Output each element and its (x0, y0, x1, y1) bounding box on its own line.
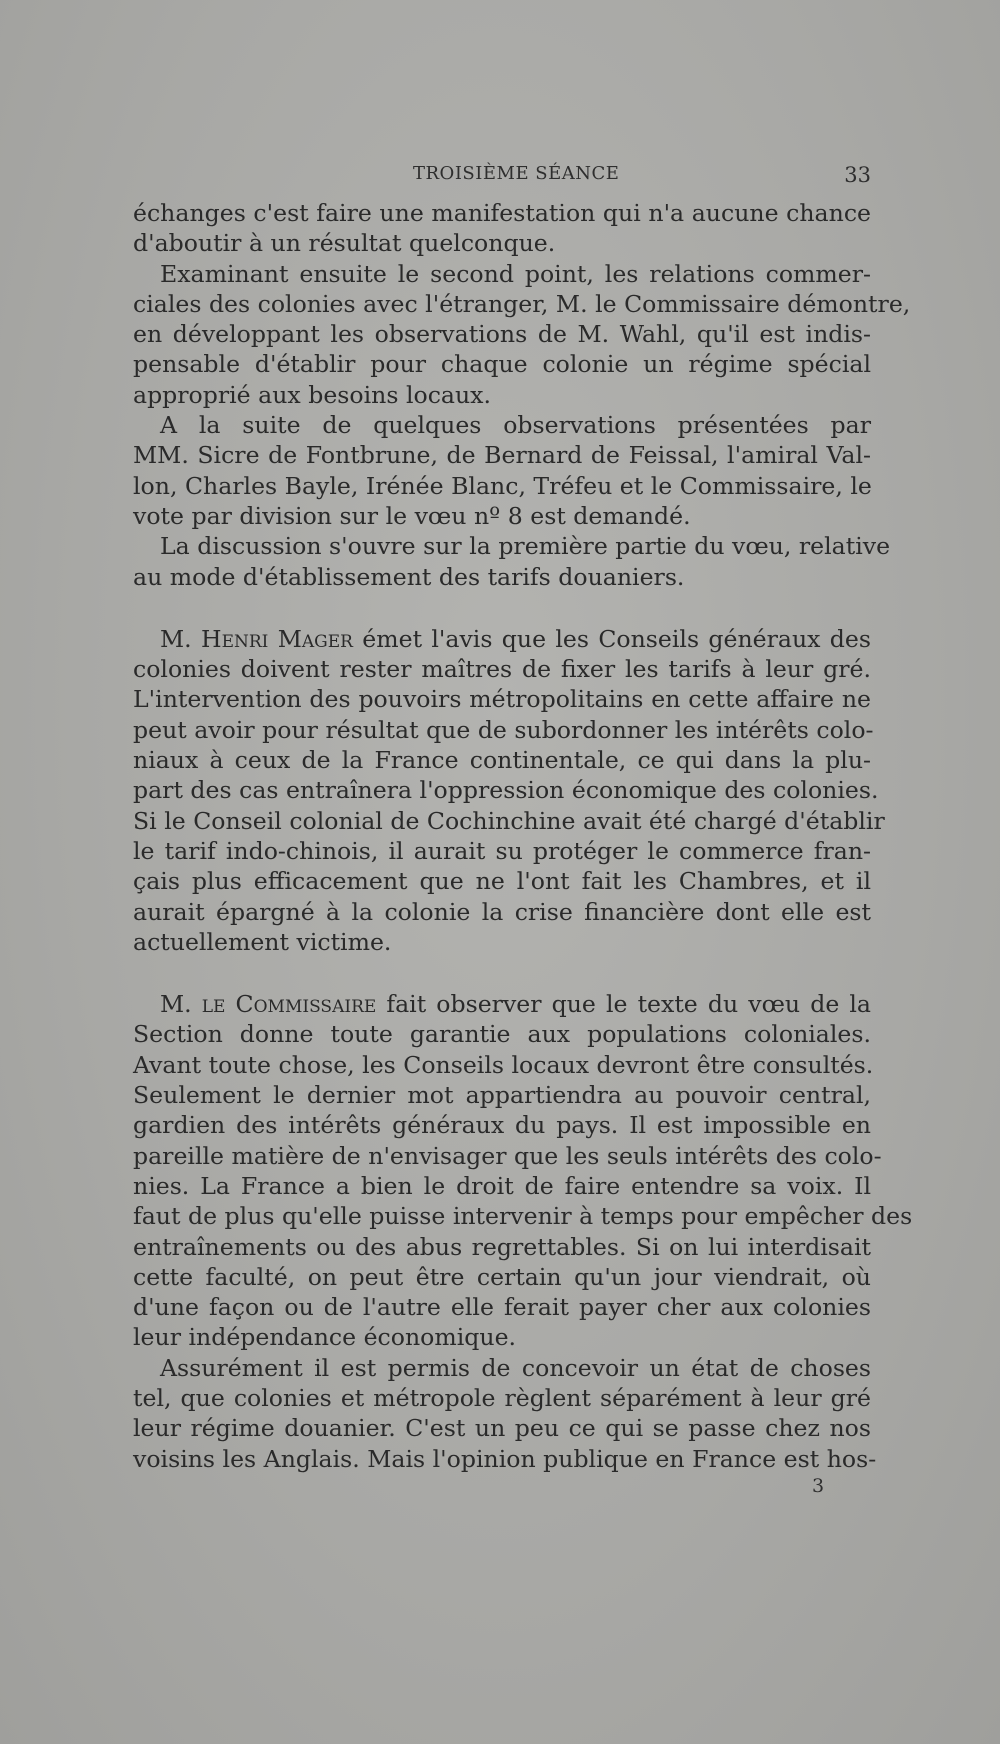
text-line: actuellement victime. (133, 927, 392, 956)
text-line: nies. La France a bien le droit de faire entendre sa voix. Il (133, 1171, 871, 1200)
text-line: faut de plus qu'elle puisse intervenir à temps pour empêcher des (133, 1202, 913, 1231)
text-line: Assurément il est permis de concevoir un état de choses (160, 1353, 871, 1382)
paragraph (133, 259, 911, 410)
paragraph (133, 1353, 877, 1474)
text-line: gardien des intérêts généraux du pays. Il est impossible en (133, 1111, 871, 1140)
text-line: pareille matière de n'envisager que les seuls intérêts des colo- (133, 1141, 882, 1170)
speaker-name: le Commissaire (201, 990, 377, 1019)
text-line: peut avoir pour résultat que de subordonner les intérêts colo- (133, 715, 874, 744)
text-line: voisins les Anglais. Mais l'opinion publique en France est hos- (133, 1444, 877, 1473)
text-line: tel, que colonies et métropole règlent séparément à leur gré (133, 1383, 871, 1412)
speaker-name: Henri Mager (201, 624, 353, 653)
text-line: Seulement le dernier mot appartiendra au pouvoir central, (133, 1081, 871, 1110)
speaker-paragraph (133, 989, 913, 1353)
text-line: leur régime douanier. C'est un peu ce qui se passe chez nos (133, 1414, 871, 1443)
paragraph (133, 198, 871, 259)
text-line: La discussion s'ouvre sur la première partie du vœu, relative (160, 532, 891, 561)
text-line: Examinant ensuite le second point, les relations commer- (160, 259, 871, 288)
text-line: L'intervention des pouvoirs métropolitains en cette affaire ne (133, 685, 871, 714)
running-header (133, 163, 871, 189)
text-fragment: fait observer que le texte du vœu de la (376, 990, 871, 1019)
text-line (133, 624, 871, 654)
text-line: colonies doivent rester maîtres de fixer les tarifs à leur gré. (133, 655, 871, 684)
paragraph (133, 410, 871, 531)
text-line: part des cas entraînera l'oppression économique des colonies. (133, 776, 879, 805)
text-line: échanges c'est faire une manifestation qui n'a aucune chance (133, 199, 871, 227)
speaker-prefix: M. (160, 990, 202, 1019)
text-line: leur indépendance économique. (133, 1323, 517, 1352)
speaker-prefix: M. (160, 624, 201, 653)
text-line: niaux à ceux de la France continentale, ce qui dans la plu- (133, 746, 871, 775)
text-line: Si le Conseil colonial de Cochinchine avait été chargé d'établir (133, 806, 885, 835)
text-line: d'une façon ou de l'autre elle ferait payer cher aux colonies (133, 1293, 871, 1322)
text-line: d'aboutir à un résultat quelconque. (133, 229, 556, 258)
text-line: le tarif indo-chinois, il aurait su protéger le commerce fran- (133, 836, 871, 865)
text-line: Avant toute chose, les Conseils locaux devront être consultés. (133, 1050, 874, 1079)
text-line: aurait épargné à la colonie la crise financière dont elle est (133, 897, 871, 926)
text-fragment: émet l'avis que les Conseils généraux des (352, 624, 871, 653)
paragraph-gap (133, 957, 871, 989)
text-line: çais plus efficacement que ne l'ont fait les Chambres, et il (133, 867, 871, 896)
text-line: A la suite de quelques observations présentées par (160, 411, 871, 440)
text-line: lon, Charles Bayle, Irénée Blanc, Tréfeu et le Commissaire, le (133, 471, 872, 500)
text-line: cette faculté, on peut être certain qu'un jour viendrait, où (133, 1262, 871, 1291)
text-line (133, 989, 871, 1019)
text-line: entraînements ou des abus regrettables. Si on lui interdisait (133, 1232, 871, 1261)
paragraph-gap (133, 592, 871, 624)
text-line: vote par division sur le vœu nº 8 est demandé. (133, 501, 691, 530)
signature-mark: 3 (812, 1475, 825, 1497)
page-number: 33 (844, 163, 871, 187)
text-line: approprié aux besoins locaux. (133, 380, 491, 409)
text-line: ciales des colonies avec l'étranger, M. le Commissaire démontre, (133, 289, 911, 318)
running-title: TROISIÈME SÉANCE (413, 163, 620, 184)
body-text (133, 198, 913, 1474)
text-line: MM. Sicre de Fontbrune, de Bernard de Feissal, l'amiral Val- (133, 441, 871, 470)
text-line: pensable d'établir pour chaque colonie un régime spécial (133, 350, 871, 379)
text-line: en développant les observations de M. Wahl, qu'il est indis- (133, 320, 871, 349)
text-line: Section donne toute garantie aux populations coloniales. (133, 1020, 871, 1049)
speaker-paragraph (133, 624, 885, 957)
text-line: au mode d'établissement des tarifs douaniers. (133, 562, 685, 591)
paragraph (133, 531, 891, 592)
